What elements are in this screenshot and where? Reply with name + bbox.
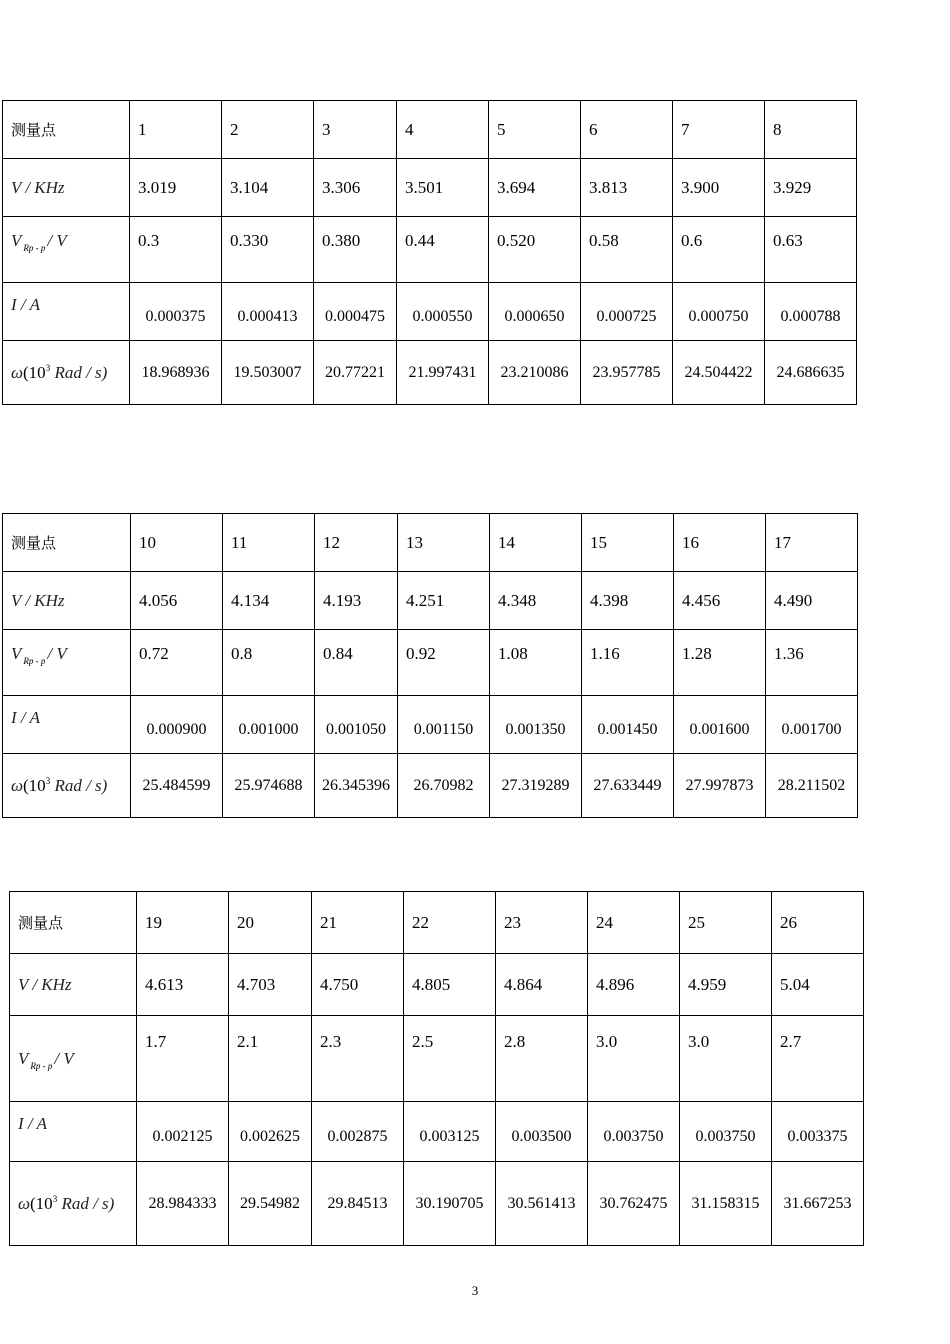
cell-current: 0.003750: [680, 1102, 772, 1162]
cell-points: 7: [673, 101, 765, 159]
cell-omega: 26.345396: [315, 754, 398, 818]
cell-points: 17: [766, 514, 858, 572]
volt-unit: / V: [47, 231, 67, 250]
cell-current: 0.000788: [765, 283, 857, 341]
table-row: [3, 159, 857, 217]
cell-current: 0.002625: [229, 1102, 312, 1162]
table-row: [3, 754, 858, 818]
cell-volt: 3.0: [680, 1016, 772, 1102]
cell-freq: 4.348: [490, 572, 582, 630]
table-row: [3, 630, 858, 696]
cell-current: 0.001150: [398, 696, 490, 754]
cell-freq: 4.056: [131, 572, 223, 630]
volt-symbol: V: [18, 1048, 29, 1068]
cell-points: 23: [496, 892, 588, 954]
cell-current: 0.000750: [673, 283, 765, 341]
measurement-table-3: [9, 891, 864, 1246]
volt-subscript: Rp - p: [23, 243, 46, 253]
volt-symbol: V: [11, 644, 22, 663]
freq-label: V / KHz: [11, 177, 65, 197]
cell-current: 0.000550: [397, 283, 489, 341]
omega-exponent: 3: [45, 775, 51, 786]
cell-omega: 24.504422: [673, 341, 765, 405]
omega-exponent: 3: [52, 1193, 58, 1204]
omega-base: (10: [23, 775, 46, 795]
cell-volt: 0.380: [314, 217, 397, 283]
volt-subscript: Rp - p: [23, 656, 46, 666]
current-label: I / A: [11, 708, 40, 727]
cell-freq: 4.398: [582, 572, 674, 630]
omega-base: (10: [30, 1193, 53, 1213]
cell-omega: 20.77221: [314, 341, 397, 405]
measurement-table-2: [2, 513, 858, 818]
cell-points: 6: [581, 101, 673, 159]
volt-unit: / V: [47, 644, 67, 663]
cell-points: 4: [397, 101, 489, 159]
cell-volt: 2.3: [312, 1016, 404, 1102]
cell-current: 0.001050: [315, 696, 398, 754]
row-label-volt: [10, 1016, 137, 1102]
table-row: [3, 217, 857, 283]
cell-points: 22: [404, 892, 496, 954]
cell-volt: 0.58: [581, 217, 673, 283]
table-row: [10, 892, 864, 954]
omega-symbol: ω: [11, 775, 24, 795]
row-label-omega: [10, 1162, 137, 1246]
cell-freq: 4.959: [680, 954, 772, 1016]
cell-points: 12: [315, 514, 398, 572]
row-label-freq: [3, 572, 131, 630]
cell-points: 24: [588, 892, 680, 954]
row-label-current: [10, 1102, 137, 1162]
cell-freq: 4.193: [315, 572, 398, 630]
cell-points: 14: [490, 514, 582, 572]
cell-omega: 18.968936: [130, 341, 222, 405]
cell-omega: 31.667253: [772, 1162, 864, 1246]
cell-freq: 3.501: [397, 159, 489, 217]
omega-base: (10: [23, 362, 46, 382]
cell-current: 0.003500: [496, 1102, 588, 1162]
cell-volt: 0.3: [130, 217, 222, 283]
cell-current: 0.003125: [404, 1102, 496, 1162]
cell-points: 20: [229, 892, 312, 954]
cell-volt: 0.72: [131, 630, 223, 696]
cell-current: 0.001450: [582, 696, 674, 754]
cell-current: 0.002875: [312, 1102, 404, 1162]
cell-current: 0.000413: [222, 283, 314, 341]
cell-current: 0.001350: [490, 696, 582, 754]
cell-volt: 1.16: [582, 630, 674, 696]
cell-volt: 0.330: [222, 217, 314, 283]
table-row: [10, 1162, 864, 1246]
freq-label: V / KHz: [11, 590, 65, 610]
cell-freq: 4.134: [223, 572, 315, 630]
volt-subscript: Rp - p: [30, 1060, 53, 1071]
cell-points: 5: [489, 101, 581, 159]
cell-omega: 24.686635: [765, 341, 857, 405]
cell-omega: 25.974688: [223, 754, 315, 818]
cell-current: 0.000375: [130, 283, 222, 341]
cell-omega: 23.957785: [581, 341, 673, 405]
cell-freq: 5.04: [772, 954, 864, 1016]
volt-symbol: V: [11, 231, 22, 250]
cell-freq: 3.104: [222, 159, 314, 217]
cell-volt: 0.92: [398, 630, 490, 696]
cell-current: 0.001600: [674, 696, 766, 754]
cell-omega: 25.484599: [131, 754, 223, 818]
cell-volt: 1.08: [490, 630, 582, 696]
row-label-current: [3, 696, 131, 754]
cell-omega: 26.70982: [398, 754, 490, 818]
cell-current: 0.000475: [314, 283, 397, 341]
omega-unit: Rad / s): [57, 1193, 115, 1213]
cell-points: 11: [223, 514, 315, 572]
current-label: I / A: [11, 295, 40, 314]
page-number: 3: [471, 1283, 479, 1298]
cell-current: 0.003750: [588, 1102, 680, 1162]
cell-omega: 23.210086: [489, 341, 581, 405]
cell-omega: 21.997431: [397, 341, 489, 405]
row-label-volt: [3, 630, 131, 696]
cell-volt: 2.1: [229, 1016, 312, 1102]
cell-omega: 28.984333: [137, 1162, 229, 1246]
cell-current: 0.001700: [766, 696, 858, 754]
cell-freq: 4.896: [588, 954, 680, 1016]
current-label: I / A: [18, 1114, 47, 1133]
cell-freq: 3.306: [314, 159, 397, 217]
volt-unit: / V: [54, 1048, 74, 1068]
cell-omega: 30.762475: [588, 1162, 680, 1246]
cell-omega: 31.158315: [680, 1162, 772, 1246]
cell-volt: 0.520: [489, 217, 581, 283]
cell-freq: 3.813: [581, 159, 673, 217]
row-label-freq: [10, 954, 137, 1016]
cell-points: 8: [765, 101, 857, 159]
cell-points: 16: [674, 514, 766, 572]
row-label-freq: [3, 159, 130, 217]
row-label-volt: [3, 217, 130, 283]
table-row: [10, 954, 864, 1016]
cell-omega: 30.561413: [496, 1162, 588, 1246]
cell-points: 13: [398, 514, 490, 572]
cell-current: 0.000725: [581, 283, 673, 341]
cell-points: 15: [582, 514, 674, 572]
cell-current: 0.002125: [137, 1102, 229, 1162]
cell-omega: 29.84513: [312, 1162, 404, 1246]
cell-omega: 19.503007: [222, 341, 314, 405]
cell-omega: 30.190705: [404, 1162, 496, 1246]
omega-unit: Rad / s): [50, 775, 108, 795]
omega-symbol: ω: [11, 362, 24, 382]
row-label-points: 测量点: [3, 101, 130, 159]
cell-points: 25: [680, 892, 772, 954]
cell-freq: 3.900: [673, 159, 765, 217]
cell-omega: 27.633449: [582, 754, 674, 818]
row-label-omega: [3, 341, 130, 405]
cell-freq: 3.929: [765, 159, 857, 217]
cell-points: 21: [312, 892, 404, 954]
table-row: [3, 514, 858, 572]
row-label-points: 测量点: [3, 514, 131, 572]
table-row: [3, 341, 857, 405]
cell-volt: 3.0: [588, 1016, 680, 1102]
cell-freq: 4.703: [229, 954, 312, 1016]
cell-freq: 4.750: [312, 954, 404, 1016]
cell-points: 1: [130, 101, 222, 159]
cell-volt: 2.8: [496, 1016, 588, 1102]
cell-volt: 0.84: [315, 630, 398, 696]
omega-unit: Rad / s): [50, 362, 108, 382]
cell-points: 3: [314, 101, 397, 159]
cell-omega: 27.997873: [674, 754, 766, 818]
cell-volt: 1.7: [137, 1016, 229, 1102]
cell-volt: 2.5: [404, 1016, 496, 1102]
cell-freq: 4.805: [404, 954, 496, 1016]
row-label-current: [3, 283, 130, 341]
table-row: [10, 1016, 864, 1102]
table-row: [3, 283, 857, 341]
row-label-points: 测量点: [10, 892, 137, 954]
cell-freq: 3.694: [489, 159, 581, 217]
table-row: [3, 101, 857, 159]
cell-current: 0.003375: [772, 1102, 864, 1162]
row-label-omega: [3, 754, 131, 818]
table-row: [3, 572, 858, 630]
cell-volt: 0.8: [223, 630, 315, 696]
cell-volt: 1.36: [766, 630, 858, 696]
cell-volt: 0.63: [765, 217, 857, 283]
cell-omega: 27.319289: [490, 754, 582, 818]
cell-omega: 29.54982: [229, 1162, 312, 1246]
cell-volt: 2.7: [772, 1016, 864, 1102]
cell-points: 26: [772, 892, 864, 954]
cell-points: 19: [137, 892, 229, 954]
cell-current: 0.000900: [131, 696, 223, 754]
omega-exponent: 3: [45, 362, 51, 373]
cell-freq: 4.613: [137, 954, 229, 1016]
cell-points: 2: [222, 101, 314, 159]
cell-freq: 4.490: [766, 572, 858, 630]
cell-current: 0.000650: [489, 283, 581, 341]
cell-omega: 28.211502: [766, 754, 858, 818]
cell-freq: 4.456: [674, 572, 766, 630]
cell-freq: 4.864: [496, 954, 588, 1016]
cell-current: 0.001000: [223, 696, 315, 754]
freq-label: V / KHz: [18, 974, 72, 994]
table-row: [3, 696, 858, 754]
cell-freq: 3.019: [130, 159, 222, 217]
measurement-table-1: [2, 100, 857, 405]
cell-points: 10: [131, 514, 223, 572]
table-row: [10, 1102, 864, 1162]
cell-volt: 1.28: [674, 630, 766, 696]
cell-volt: 0.6: [673, 217, 765, 283]
cell-freq: 4.251: [398, 572, 490, 630]
omega-symbol: ω: [18, 1193, 31, 1213]
cell-volt: 0.44: [397, 217, 489, 283]
